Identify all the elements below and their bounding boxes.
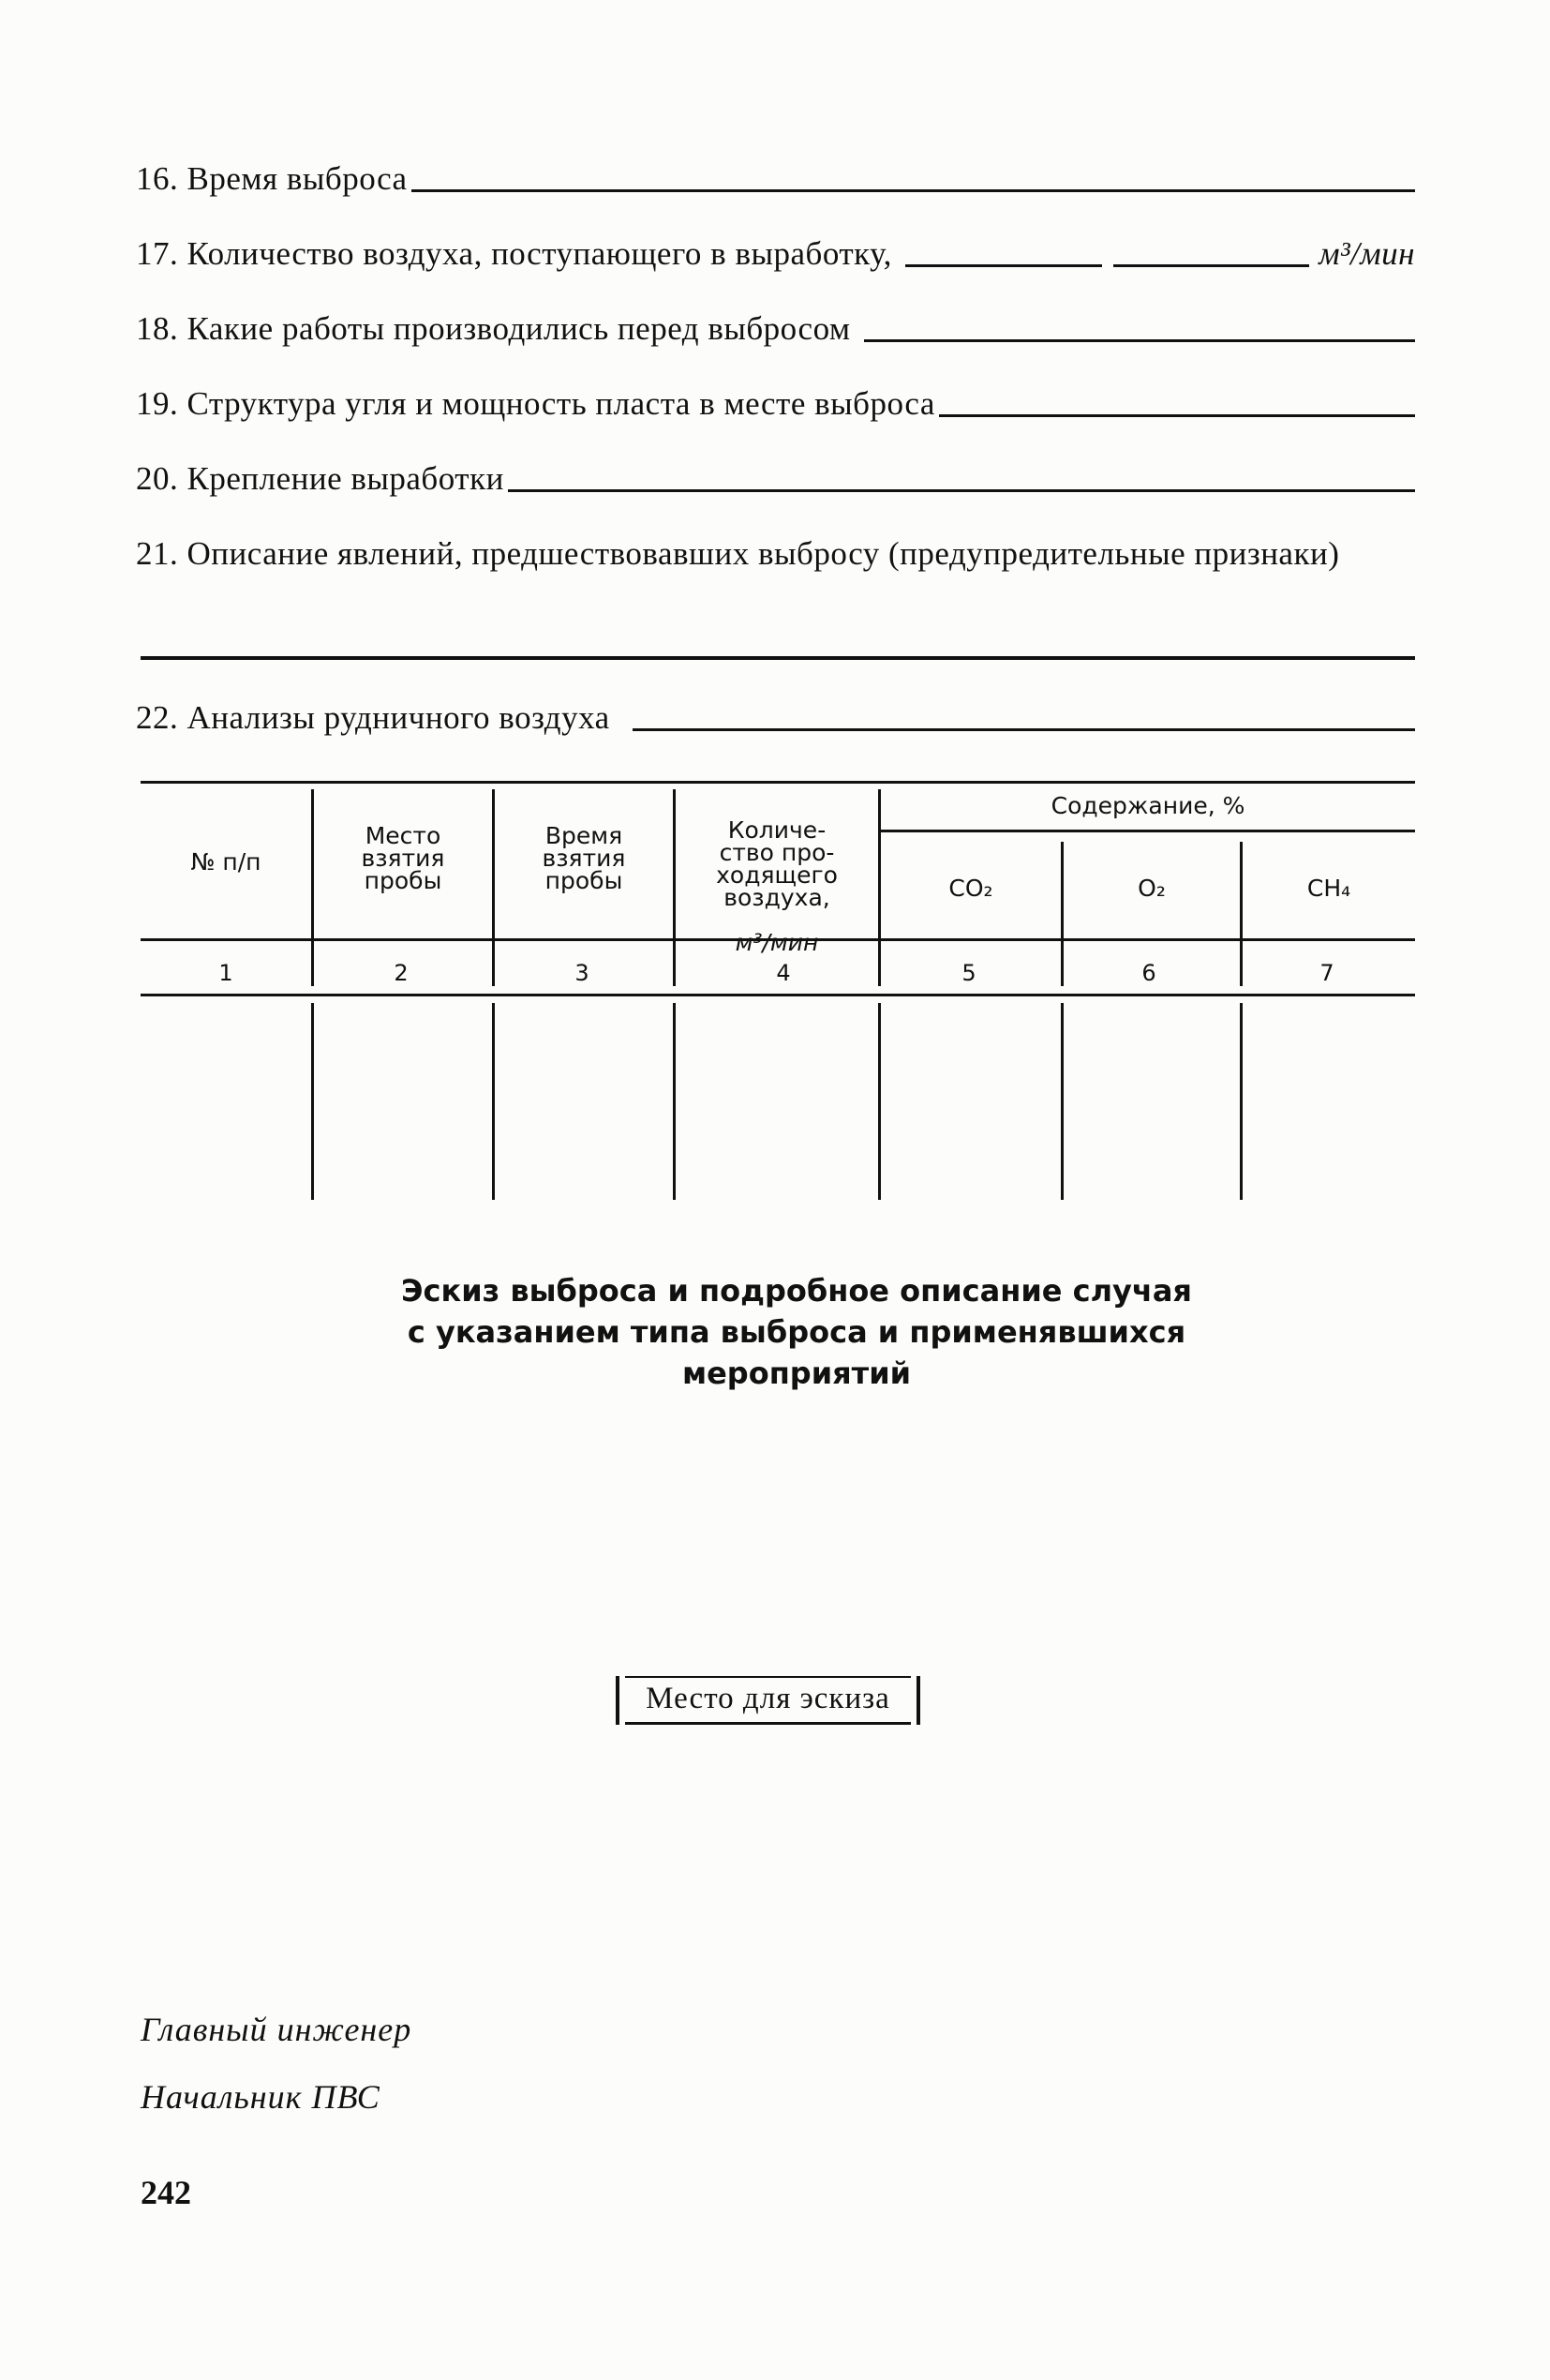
page-number: 242 [141,2174,191,2211]
answer-line[interactable] [411,189,1415,192]
title-line: с указанием типа выброса и применявшихся [407,1314,1186,1350]
column-number-rule [141,994,1415,996]
form-line-20 [136,455,1415,498]
item-number: 16. [136,160,187,197]
header-row-number: № п/п [190,848,261,876]
column-number: 7 [1319,960,1334,986]
column-number: 4 [776,960,791,986]
header-content-group: Содержание, % [1051,792,1245,819]
answer-line[interactable] [905,264,1102,267]
table-top-rule [141,781,1415,784]
pvs-head-signature: Начальник ПВС [141,2078,380,2116]
table-divider [492,1003,495,1200]
placeholder-label: Место для эскиза [646,1682,890,1715]
form-line-17 [136,230,1415,273]
form-line-21 [136,530,1415,573]
table-divider [878,1003,881,1200]
item-number: 17. [136,235,187,272]
column-number: 2 [394,960,409,986]
column-number: 6 [1141,960,1156,986]
header-sample-place: Место взятия пробы [361,822,445,894]
form-line-19 [136,380,1415,423]
header-o2: O₂ [1138,875,1166,902]
header-air-quantity-text: Количе- ство про- ходящего воздуха, [716,816,838,911]
answer-line[interactable] [864,339,1415,342]
column-number: 1 [218,960,233,986]
header-sample-time: Время взятия пробы [542,822,626,894]
sketch-section-title [281,1270,1312,1394]
table-divider [1061,1003,1064,1200]
table-divider [311,1003,314,1200]
header-ch4: CH₄ [1306,875,1351,902]
item-number: 21. [136,535,187,572]
item-label: Время выброса [186,160,408,197]
item-label: Структура угля и мощность пласта в месте выброса [186,385,935,422]
unit-label: м³/мин [1319,235,1416,272]
answer-line-21[interactable] [141,656,1415,660]
group-header-rule [881,830,1415,832]
item-number: 18. [136,310,187,347]
item-label: Количество воздуха, поступающего в выработку, [186,235,892,272]
table-divider [1240,842,1243,986]
placeholder-overline [625,1676,911,1678]
item-number: 19. [136,385,187,422]
item-label: Описание явлений, предшествовавших выбросу (предупредительные признаки) [186,535,1340,572]
title-line: мероприятий [681,1355,912,1391]
form-line-22 [136,694,1415,737]
item-label: Анализы рудничного воздуха [186,699,610,736]
table-divider [673,1003,676,1200]
item-number: 20. [136,460,187,497]
header-air-quantity [676,797,878,954]
column-number: 5 [961,960,976,986]
answer-line[interactable] [1113,264,1310,267]
answer-line[interactable] [939,414,1415,417]
chief-engineer-signature: Главный инженер [141,2011,412,2048]
column-number: 3 [574,960,589,986]
table-divider [1061,842,1064,986]
form-line-18 [136,305,1415,348]
item-label: Какие работы производились перед выбросом [186,310,851,347]
answer-line[interactable] [508,489,1415,492]
item-number: 22. [136,699,187,736]
form-line-16 [136,155,1415,198]
header-co2: CO₂ [948,875,993,902]
header-air-quantity-unit: м³/мин [735,929,819,956]
sketch-placeholder[interactable] [616,1676,920,1725]
title-line: Эскиз выброса и подробное описание случая [401,1273,1192,1309]
table-divider [1240,1003,1243,1200]
answer-line[interactable] [633,728,1415,731]
item-label: Крепление выработки [186,460,504,497]
placeholder-underline [625,1722,911,1725]
